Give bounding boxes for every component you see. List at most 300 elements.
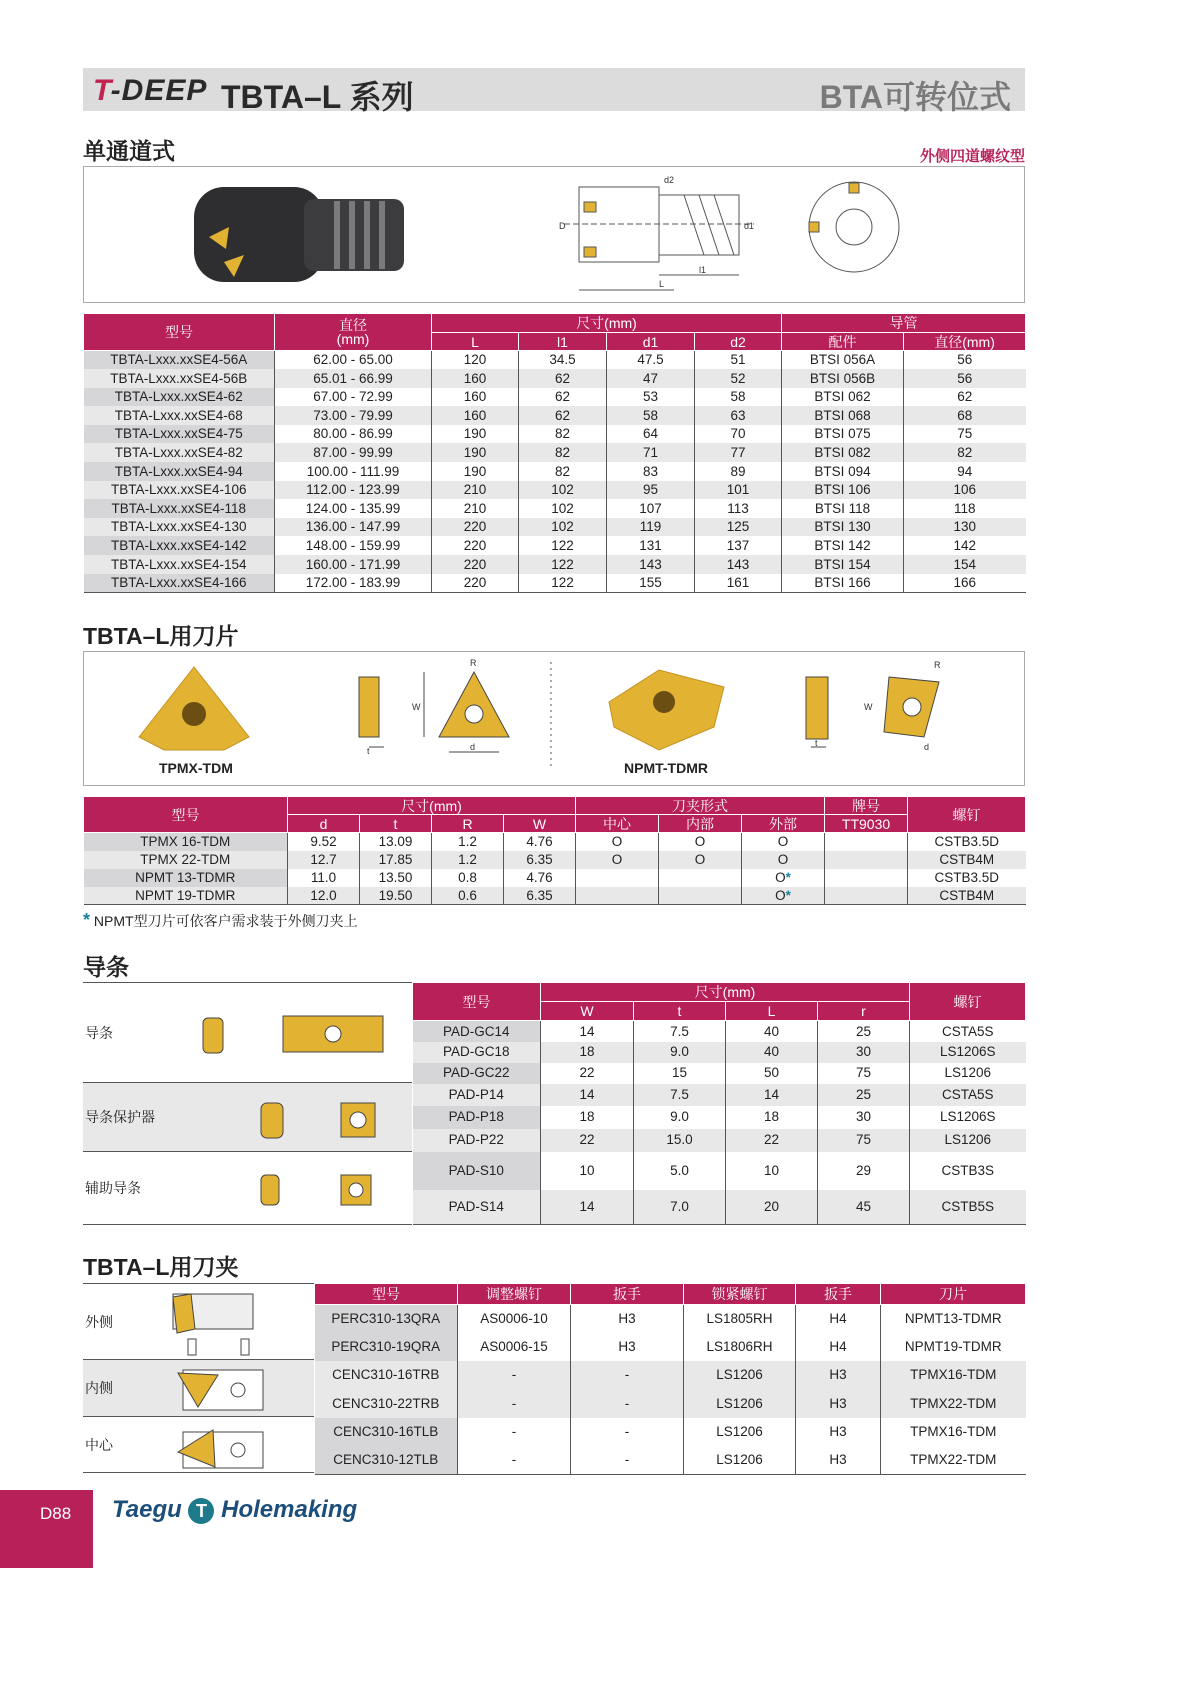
table-cell: 58 (607, 406, 695, 425)
table-cell (825, 869, 908, 887)
table-cell (825, 833, 908, 851)
table-cell: 29 (818, 1152, 910, 1190)
table-cell: BTSI 142 (782, 536, 904, 555)
table-cell: 5.0 (634, 1152, 726, 1190)
table-cell: 87.00 - 99.99 (275, 443, 432, 462)
table-cell: LS1206S (910, 1042, 1026, 1063)
table-cell: 18 (541, 1106, 634, 1129)
table-row (84, 481, 1026, 500)
table-cell: 51 (695, 351, 782, 370)
dim-label: l1 (699, 265, 707, 275)
table-row (315, 1333, 1026, 1361)
svg-text:R: R (470, 658, 477, 668)
table-cell: BTSI 068 (782, 406, 904, 425)
col-header: 调整螺钉 (458, 1284, 571, 1305)
group-label: 导条 (85, 1024, 113, 1041)
inner-holder-drawing (173, 1365, 313, 1415)
table-cell: 122 (519, 555, 607, 574)
category-title: BTA可转位式 (819, 79, 1011, 115)
insert-label-tpmx: TPMX-TDM (159, 760, 233, 776)
table-cell: 22 (541, 1063, 634, 1084)
table-cell: O (659, 851, 742, 869)
table-cell: CSTB4M (908, 887, 1026, 905)
pad-protector-drawing (253, 1088, 413, 1148)
table-cell: O (576, 833, 659, 851)
table-cell: 20 (726, 1190, 818, 1225)
section-title: 单通道式 (83, 138, 175, 164)
table-cell: 130 (904, 518, 1026, 537)
model-cell: TBTA-Lxxx.xxSE4-82 (84, 443, 275, 462)
col-dimensions: 尺寸(mm) (432, 314, 782, 333)
table-cell: 220 (432, 536, 519, 555)
table-cell: 122 (519, 536, 607, 555)
table-cell: 82 (519, 425, 607, 444)
model-cell: PAD-S10 (413, 1152, 541, 1190)
table-cell: LS1206S (910, 1106, 1026, 1129)
table-cell: 63 (695, 406, 782, 425)
tool-photo (194, 187, 404, 282)
table-cell: 125 (695, 518, 782, 537)
col-header: 扳手 (796, 1284, 881, 1305)
table-cell: BTSI 130 (782, 518, 904, 537)
model-cell: TPMX 22-TDM (84, 851, 288, 869)
table-cell: 9.0 (634, 1106, 726, 1129)
company-logo: Taegu T Holemaking (112, 1496, 358, 1523)
model-cell: CENC310-16TRB (315, 1361, 458, 1389)
aux-pad-drawing (253, 1160, 413, 1220)
table-cell: 136.00 - 147.99 (275, 518, 432, 537)
table-cell: O (576, 851, 659, 869)
table-cell: 210 (432, 499, 519, 518)
tool-end-view (809, 182, 899, 272)
svg-text:W: W (412, 702, 421, 712)
tool-spec-table (83, 313, 1026, 593)
holder-group-inner (83, 1360, 314, 1417)
holder-group-outer (83, 1283, 314, 1360)
table-row (84, 869, 1026, 887)
table-cell: 50 (726, 1063, 818, 1084)
col-header: 扳手 (571, 1284, 684, 1305)
table-cell: - (458, 1389, 571, 1417)
table-cell: 13.50 (360, 869, 432, 887)
table-cell: 107 (607, 499, 695, 518)
table-cell: 102 (519, 481, 607, 500)
table-cell: 22 (541, 1129, 634, 1152)
table-cell: 58 (695, 388, 782, 407)
holder-spec-table (314, 1283, 1026, 1475)
table-cell: 190 (432, 443, 519, 462)
table-cell (659, 869, 742, 887)
table-cell: 56 (904, 369, 1026, 388)
group-label: 中心 (85, 1436, 113, 1453)
table-cell: 25 (818, 1021, 910, 1042)
table-row (84, 425, 1026, 444)
table-row (413, 1190, 1026, 1225)
table-row (84, 443, 1026, 462)
model-cell: PAD-P22 (413, 1129, 541, 1152)
section-title: TBTA–L用刀片 (83, 623, 239, 649)
table-row (84, 499, 1026, 518)
col-header: TT9030 (825, 815, 908, 833)
table-cell: 143 (607, 555, 695, 574)
col-guide-tube: 导管 (782, 314, 1026, 333)
table-cell: 190 (432, 425, 519, 444)
table-cell: 73.00 - 79.99 (275, 406, 432, 425)
table-cell: 94 (904, 462, 1026, 481)
table-row (315, 1418, 1026, 1446)
table-cell: 161 (695, 574, 782, 593)
table-cell: 122 (519, 574, 607, 593)
table-cell: 143 (695, 555, 782, 574)
table-cell: 7.5 (634, 1021, 726, 1042)
table-cell: 124.00 - 135.99 (275, 499, 432, 518)
col-header: 内部 (659, 815, 742, 833)
model-cell: PAD-GC18 (413, 1042, 541, 1063)
table-cell: 75 (904, 425, 1026, 444)
table-cell: 18 (541, 1042, 634, 1063)
col-header: 外部 (742, 815, 825, 833)
model-cell: TPMX 16-TDM (84, 833, 288, 851)
table-cell: 12.0 (288, 887, 360, 905)
svg-text:d: d (924, 742, 930, 752)
table-cell: TPMX16-TDM (881, 1361, 1026, 1389)
col-holder-type: 刀夹形式 (576, 797, 825, 815)
table-cell: 137 (695, 536, 782, 555)
table-cell: H3 (796, 1418, 881, 1446)
outer-holder-drawing (163, 1289, 313, 1359)
table-row (84, 555, 1026, 574)
col-header: 直径(mm) (904, 333, 1026, 351)
table-cell: 56 (904, 351, 1026, 370)
group-label: 外侧 (85, 1313, 113, 1330)
tool-image-box (83, 166, 1025, 303)
table-cell: 62.00 - 65.00 (275, 351, 432, 370)
tool-drawing (559, 175, 754, 290)
col-header: d (288, 815, 360, 833)
table-row (315, 1446, 1026, 1474)
col-header: R (432, 815, 504, 833)
table-cell: 101 (695, 481, 782, 500)
table-cell: 17.85 (360, 851, 432, 869)
table-cell: 95 (607, 481, 695, 500)
table-cell: LS1805RH (684, 1305, 796, 1333)
table-row (84, 388, 1026, 407)
table-cell: 220 (432, 518, 519, 537)
table-row (315, 1389, 1026, 1417)
dim-label: L (659, 279, 665, 289)
table-cell: - (458, 1446, 571, 1474)
table-cell: 7.5 (634, 1084, 726, 1106)
col-header: r (818, 1002, 910, 1021)
table-cell: 25 (818, 1084, 910, 1106)
table-row (84, 574, 1026, 593)
table-cell: 120 (432, 351, 519, 370)
group-label: 内侧 (85, 1380, 113, 1396)
table-cell: - (458, 1361, 571, 1389)
model-cell: PAD-P18 (413, 1106, 541, 1129)
table-cell: 14 (541, 1021, 634, 1042)
table-cell: BTSI 082 (782, 443, 904, 462)
table-cell: 9.0 (634, 1042, 726, 1063)
brand-logo: T-DEEP (93, 74, 208, 107)
table-row (413, 1106, 1026, 1129)
table-cell: 82 (519, 462, 607, 481)
table-cell: 160 (432, 388, 519, 407)
table-cell: TPMX22-TDM (881, 1446, 1026, 1474)
table-cell: CSTB3S (910, 1152, 1026, 1190)
table-cell: BTSI 166 (782, 574, 904, 593)
tpmx-insert-photo (139, 667, 249, 750)
table-cell: LS1206 (910, 1129, 1026, 1152)
table-cell: NPMT13-TDMR (881, 1305, 1026, 1333)
table-cell: 19.50 (360, 887, 432, 905)
table-cell: H3 (571, 1333, 684, 1361)
svg-text:t: t (815, 738, 818, 748)
table-row (413, 1063, 1026, 1084)
insert-label-npmt: NPMT-TDMR (624, 760, 708, 776)
table-cell: 14 (541, 1084, 634, 1106)
table-cell: O (742, 851, 825, 869)
model-cell: CENC310-22TRB (315, 1389, 458, 1417)
group-label: 辅助导条 (85, 1180, 141, 1196)
table-cell: BTSI 056B (782, 369, 904, 388)
group-label: 导条保护器 (85, 1109, 155, 1125)
table-cell: 47 (607, 369, 695, 388)
table-cell: AS0006-10 (458, 1305, 571, 1333)
table-cell: BTSI 118 (782, 499, 904, 518)
pad-group-guide (83, 982, 412, 1083)
table-cell: 106 (904, 481, 1026, 500)
col-header: t (360, 815, 432, 833)
model-cell: PAD-GC22 (413, 1063, 541, 1084)
table-row (84, 833, 1026, 851)
table-cell: 7.0 (634, 1190, 726, 1225)
table-cell: 102 (519, 499, 607, 518)
table-cell: 166 (904, 574, 1026, 593)
insert-image-box (83, 651, 1025, 786)
table-cell: 75 (818, 1063, 910, 1084)
table-cell: 160 (432, 406, 519, 425)
table-row (413, 1129, 1026, 1152)
model-cell: TBTA-Lxxx.xxSE4-94 (84, 462, 275, 481)
pad-group-auxiliary (83, 1152, 412, 1225)
tpmx-drawing (359, 658, 509, 756)
table-cell: 160.00 - 171.99 (275, 555, 432, 574)
table-cell: - (571, 1361, 684, 1389)
table-cell: 82 (904, 443, 1026, 462)
table-cell: 64 (607, 425, 695, 444)
table-cell: LS1206 (684, 1389, 796, 1417)
col-diameter: 直径 (mm) (275, 314, 432, 351)
col-model: 型号 (84, 797, 288, 833)
table-cell: 160 (432, 369, 519, 388)
section-title: TBTA–L用刀夹 (83, 1254, 239, 1280)
table-cell: O (742, 833, 825, 851)
model-cell: TBTA-Lxxx.xxSE4-154 (84, 555, 275, 574)
table-cell: 80.00 - 86.99 (275, 425, 432, 444)
table-row (84, 536, 1026, 555)
table-cell: 220 (432, 555, 519, 574)
model-cell: TBTA-Lxxx.xxSE4-106 (84, 481, 275, 500)
table-row (84, 851, 1026, 869)
table-cell: O (659, 833, 742, 851)
table-cell: CSTB4M (908, 851, 1026, 869)
table-cell: 52 (695, 369, 782, 388)
table-cell: 34.5 (519, 351, 607, 370)
table-cell: 118 (904, 499, 1026, 518)
table-row (413, 1021, 1026, 1042)
center-holder-drawing (173, 1422, 313, 1472)
npmt-insert-photo (609, 670, 724, 750)
table-cell: 70 (695, 425, 782, 444)
table-cell: 83 (607, 462, 695, 481)
col-header: 刀片 (881, 1284, 1026, 1305)
table-row (413, 1152, 1026, 1190)
table-cell: 210 (432, 481, 519, 500)
model-cell: CENC310-16TLB (315, 1418, 458, 1446)
table-cell: TPMX22-TDM (881, 1389, 1026, 1417)
model-cell: TBTA-Lxxx.xxSE4-56B (84, 369, 275, 388)
table-cell: 190 (432, 462, 519, 481)
table-cell: 172.00 - 183.99 (275, 574, 432, 593)
table-cell: 4.76 (504, 833, 576, 851)
col-header: L (726, 1002, 818, 1021)
table-cell: CSTA5S (910, 1021, 1026, 1042)
table-cell: 71 (607, 443, 695, 462)
table-cell: 12.7 (288, 851, 360, 869)
table-cell: H3 (796, 1361, 881, 1389)
col-header: d1 (607, 333, 695, 351)
table-cell: - (458, 1418, 571, 1446)
col-header: L (432, 333, 519, 351)
model-cell: TBTA-Lxxx.xxSE4-130 (84, 518, 275, 537)
table-row (413, 1042, 1026, 1063)
table-cell: H3 (796, 1389, 881, 1417)
series-title: TBTA–L 系列 (221, 79, 414, 115)
table-cell: - (571, 1418, 684, 1446)
table-cell (825, 851, 908, 869)
table-cell: 155 (607, 574, 695, 593)
table-cell: 15.0 (634, 1129, 726, 1152)
dim-label: d2 (664, 175, 675, 185)
model-cell: TBTA-Lxxx.xxSE4-56A (84, 351, 275, 370)
table-cell: 0.6 (432, 887, 504, 905)
page-number: D88 (0, 1490, 93, 1568)
tool-illustration (84, 167, 1024, 302)
dim-label: D (559, 221, 566, 231)
col-header: W (541, 1002, 634, 1021)
table-cell: BTSI 056A (782, 351, 904, 370)
model-cell: PAD-S14 (413, 1190, 541, 1225)
table-cell: - (571, 1389, 684, 1417)
table-cell: BTSI 154 (782, 555, 904, 574)
guide-pad-drawing (193, 998, 393, 1068)
table-cell: AS0006-15 (458, 1333, 571, 1361)
table-cell: BTSI 062 (782, 388, 904, 407)
table-cell: BTSI 094 (782, 462, 904, 481)
col-model: 型号 (413, 983, 541, 1021)
col-header: 中心 (576, 815, 659, 833)
col-header: W (504, 815, 576, 833)
table-cell: 13.09 (360, 833, 432, 851)
table-cell: 53 (607, 388, 695, 407)
model-cell: NPMT 19-TDMR (84, 887, 288, 905)
col-header: 配件 (782, 333, 904, 351)
table-cell: 40 (726, 1021, 818, 1042)
table-cell: 131 (607, 536, 695, 555)
table-cell (659, 887, 742, 905)
col-dimensions: 尺寸(mm) (288, 797, 576, 815)
page-header (83, 68, 1025, 115)
table-cell: 11.0 (288, 869, 360, 887)
model-cell: TBTA-Lxxx.xxSE4-142 (84, 536, 275, 555)
table-cell: CSTA5S (910, 1084, 1026, 1106)
table-cell: 1.2 (432, 833, 504, 851)
table-cell: O* (742, 887, 825, 905)
col-dimensions: 尺寸(mm) (541, 983, 910, 1002)
table-cell (825, 887, 908, 905)
table-cell: 47.5 (607, 351, 695, 370)
footnote-mark: * (83, 910, 91, 930)
table-cell: 67.00 - 72.99 (275, 388, 432, 407)
table-cell: 9.52 (288, 833, 360, 851)
col-screw: 螺钉 (908, 797, 1026, 833)
col-header: l1 (519, 333, 607, 351)
table-cell: H4 (796, 1305, 881, 1333)
dim-label: d1 (744, 221, 755, 231)
table-cell: 100.00 - 111.99 (275, 462, 432, 481)
table-cell: - (571, 1446, 684, 1474)
model-cell: PERC310-19QRA (315, 1333, 458, 1361)
table-cell: 10 (726, 1152, 818, 1190)
table-cell: 6.35 (504, 851, 576, 869)
col-screw: 螺钉 (910, 983, 1026, 1021)
col-header: 锁紧螺钉 (684, 1284, 796, 1305)
table-cell: 40 (726, 1042, 818, 1063)
table-cell: 142 (904, 536, 1026, 555)
table-cell: BTSI 075 (782, 425, 904, 444)
section-subtitle: 外侧四道螺纹型 (919, 148, 1025, 165)
table-cell: CSTB3.5D (908, 833, 1026, 851)
model-cell: TBTA-Lxxx.xxSE4-68 (84, 406, 275, 425)
table-cell: 62 (519, 388, 607, 407)
col-header: d2 (695, 333, 782, 351)
model-cell: TBTA-Lxxx.xxSE4-62 (84, 388, 275, 407)
table-row (84, 351, 1026, 370)
table-cell: LS1806RH (684, 1333, 796, 1361)
table-cell: 75 (818, 1129, 910, 1152)
table-cell: 113 (695, 499, 782, 518)
table-row (84, 887, 1026, 905)
footnote (83, 910, 358, 931)
table-cell: 89 (695, 462, 782, 481)
table-cell: 45 (818, 1190, 910, 1225)
table-row (84, 462, 1026, 481)
footnote-text: NPMT型刀片可依客户需求装于外侧刀夹上 (93, 913, 358, 929)
table-cell: CSTB3.5D (908, 869, 1026, 887)
model-cell: TBTA-Lxxx.xxSE4-75 (84, 425, 275, 444)
svg-text:d: d (470, 742, 476, 752)
table-cell: H4 (796, 1333, 881, 1361)
table-cell: 0.8 (432, 869, 504, 887)
table-cell: 62 (519, 369, 607, 388)
table-cell: 154 (904, 555, 1026, 574)
table-cell: 30 (818, 1106, 910, 1129)
model-cell: TBTA-Lxxx.xxSE4-118 (84, 499, 275, 518)
table-row (84, 518, 1026, 537)
col-model: 型号 (84, 314, 275, 351)
table-cell: TPMX16-TDM (881, 1418, 1026, 1446)
